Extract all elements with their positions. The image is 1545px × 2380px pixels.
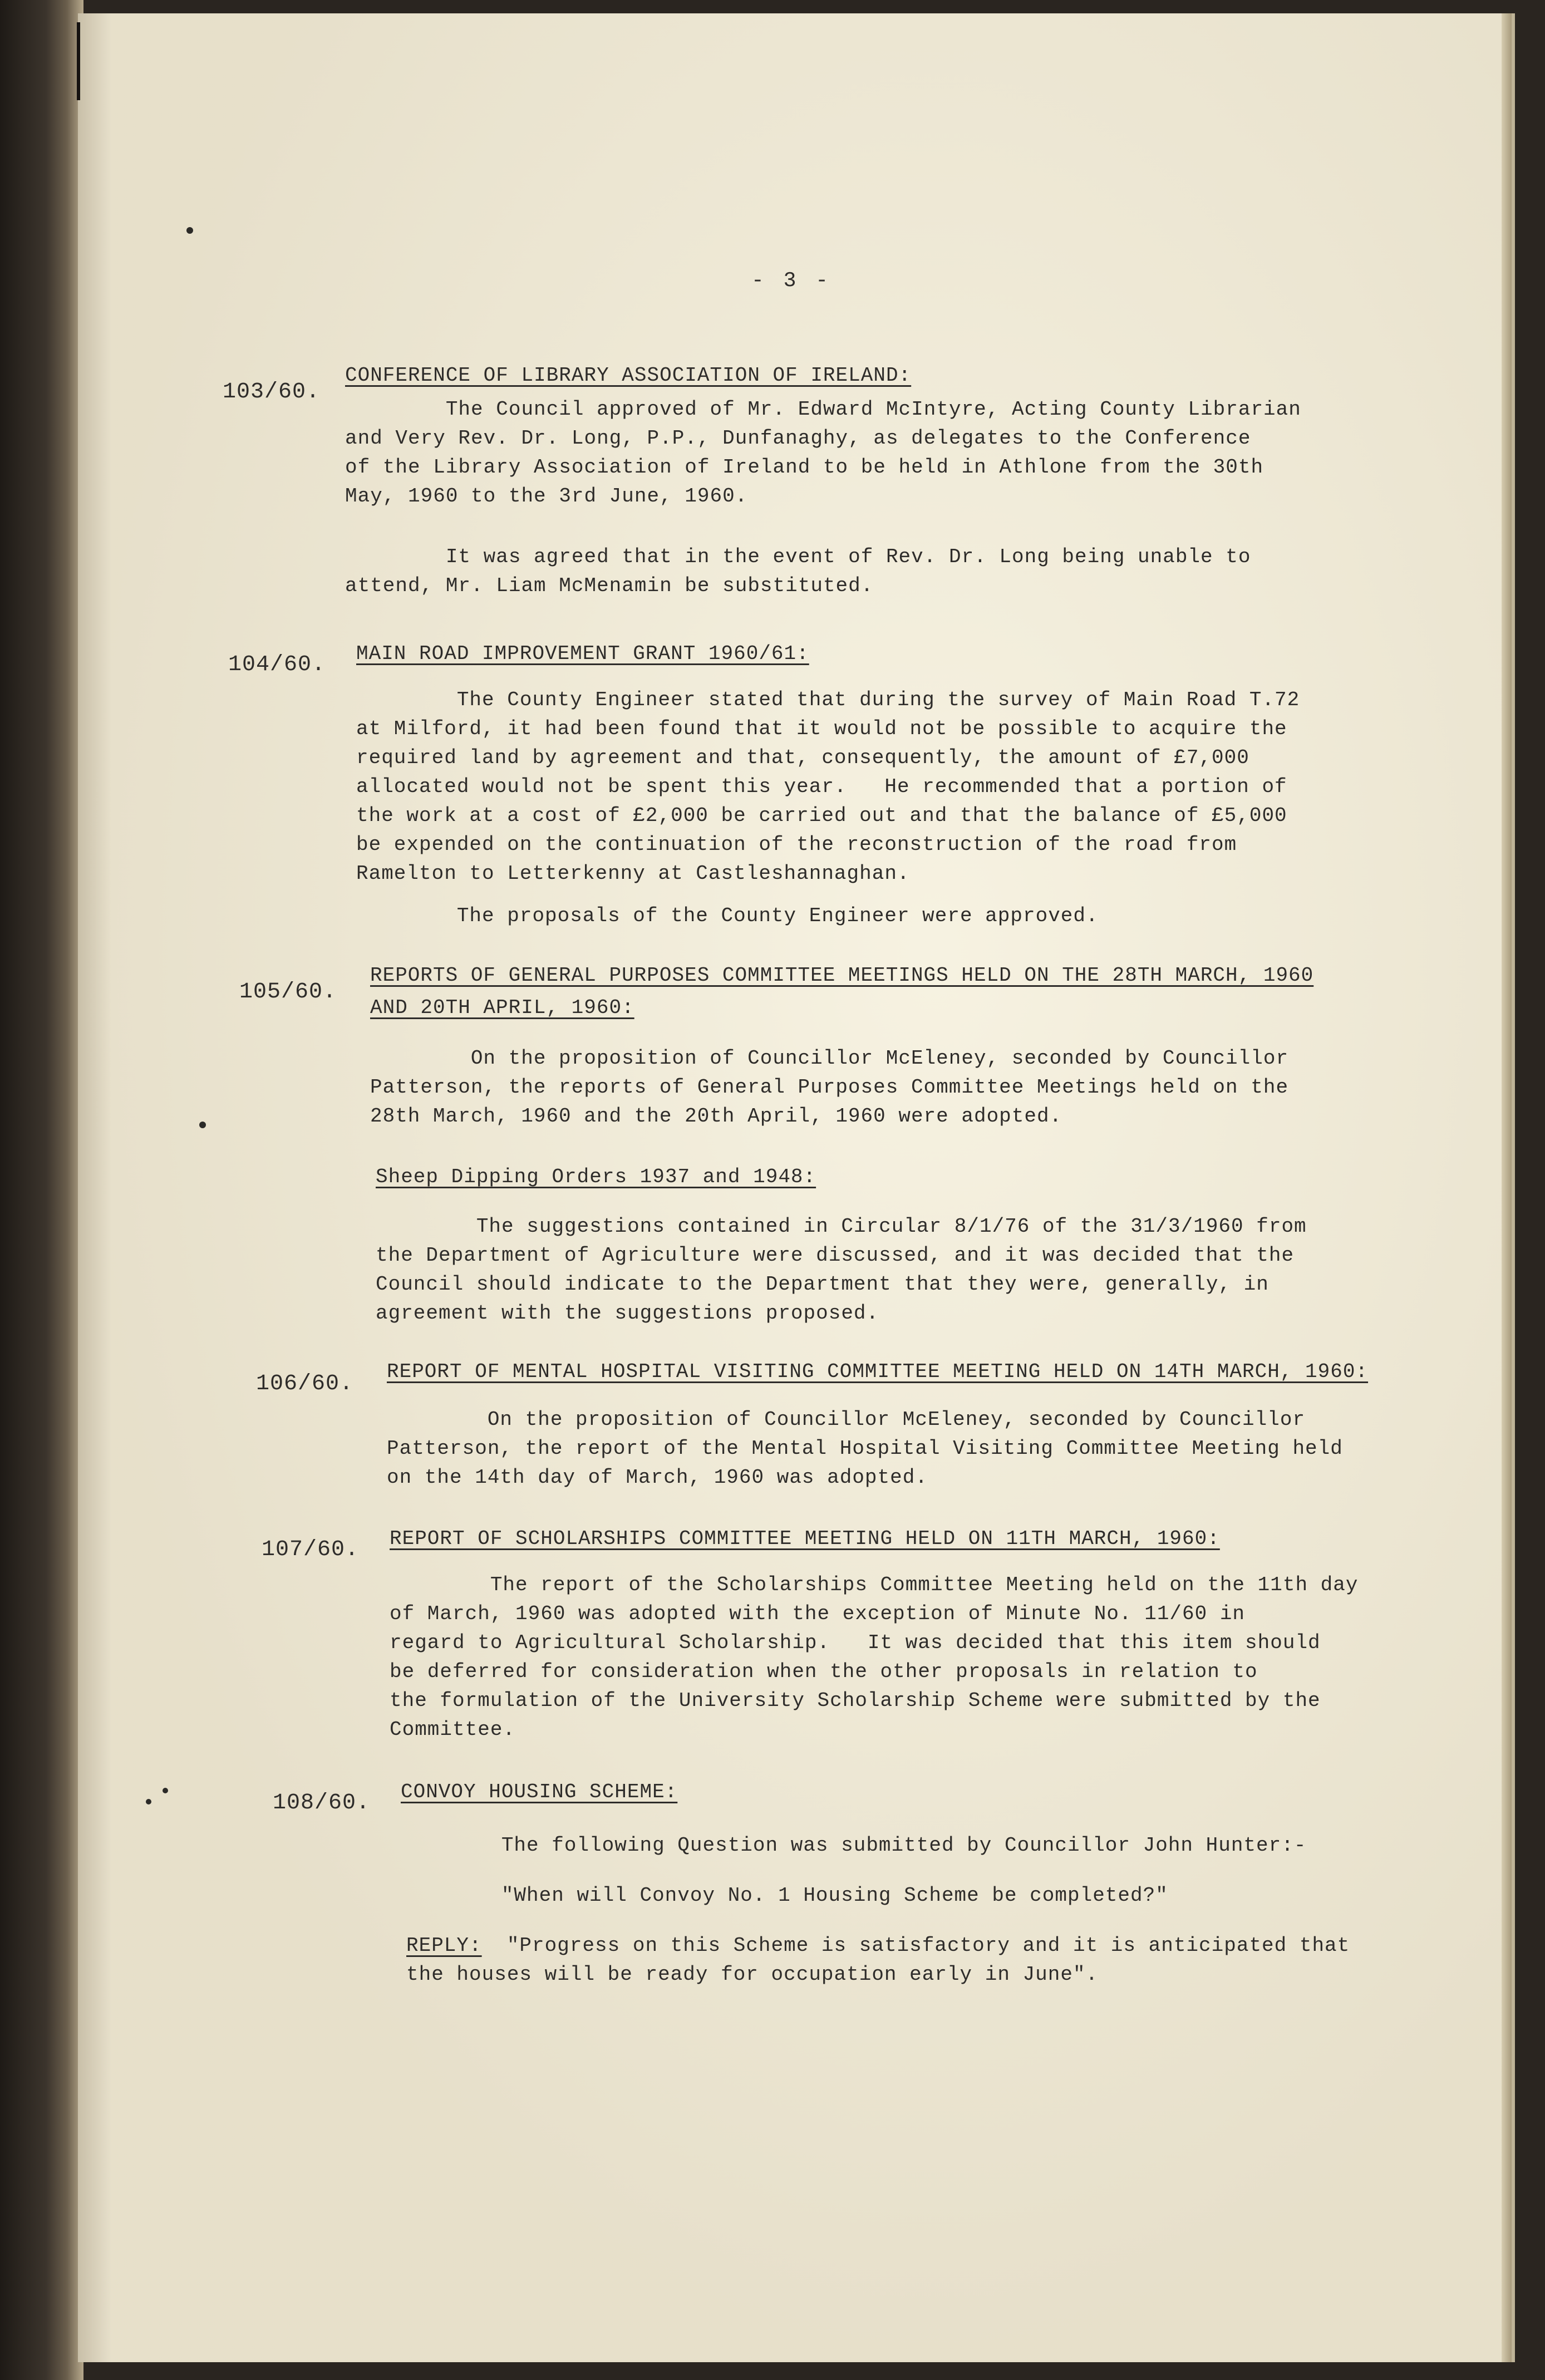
minute-number: 107/60. bbox=[262, 1537, 360, 1562]
minute-heading: REPORTS OF GENERAL PURPOSES COMMITTEE MEETINGS HELD ON THE 28TH MARCH, 1960 bbox=[370, 964, 1314, 987]
minute-number: 105/60. bbox=[239, 980, 337, 1005]
reply-label: REPLY: bbox=[406, 1934, 482, 1957]
minute-subheading: Sheep Dipping Orders 1937 and 1948: bbox=[376, 1166, 816, 1188]
minute-paragraph: The County Engineer stated that during the survey of Main Road T.72 at Milford, it had been found that it would not be possible to acquire the required land by agreement and that, consequently, the amount of £7,000 allocated would not be spent this year. He recommended that a portion of the work at a cost of £2,000 be carried out and that the balance of £5,000 be expended on the continuation of the reconstruction of the road from Ramelton to Letterkenny at Castleshannaghan. bbox=[356, 689, 1300, 885]
reply-text: "Progress on this Scheme is satisfactory and it is anticipated that the houses will be ready for occupation early in June". bbox=[406, 1934, 1350, 1986]
minute-number: 106/60. bbox=[256, 1371, 354, 1396]
minute-heading-continued: AND 20TH APRIL, 1960: bbox=[370, 996, 634, 1019]
page-number: - 3 - bbox=[751, 269, 832, 293]
minute-paragraph: The Council approved of Mr. Edward McIntyre, Acting County Librarian and Very Rev. Dr. Long, P.P., Dunfanaghy, as delegates to the Conference of the Library Association of Ireland to be held in Athlone from the 30th May, 1960 to the 3rd June, 1960. bbox=[345, 398, 1301, 508]
minute-paragraph: It was agreed that in the event of Rev. Dr. Long being unable to attend, Mr. Liam McMenamin be substituted. bbox=[345, 545, 1251, 597]
minute-heading: CONVOY HOUSING SCHEME: bbox=[401, 1781, 678, 1803]
minute-number: 104/60. bbox=[228, 652, 326, 677]
minute-paragraph: The suggestions contained in Circular 8/1/76 of the 31/3/1960 from the Department of Agriculture were discussed, and it was decided that the Council should indicate to the Department that they were, generally, in agreement with the suggestions proposed. bbox=[376, 1215, 1307, 1325]
minute-heading: CONFERENCE OF LIBRARY ASSOCIATION OF IRELAND: bbox=[345, 364, 912, 387]
minute-paragraph: "When will Convoy No. 1 Housing Scheme be completed?" bbox=[401, 1884, 1168, 1907]
minute-number: 103/60. bbox=[223, 380, 321, 405]
minute-heading: REPORT OF SCHOLARSHIPS COMMITTEE MEETING HELD ON 11TH MARCH, 1960: bbox=[390, 1527, 1220, 1550]
minute-paragraph: The following Question was submitted by Councillor John Hunter:- bbox=[401, 1834, 1307, 1857]
minute-paragraph: The report of the Scholarships Committee Meeting held on the 11th day of March, 1960 was adopted with the exception of Minute No. 11/60 in regard to Agricultural Scholarship. It was decided that this item should be deferred for consideration when the other proposals in relation to the formulation of the University Scholarship Scheme were submitted by the Committee. bbox=[390, 1573, 1359, 1741]
minute-number: 108/60. bbox=[273, 1791, 371, 1816]
minute-paragraph: On the proposition of Councillor McEleney, seconded by Councillor Patterson, the reports of General Purposes Committee Meetings held on the 28th March, 1960 and the 20th April, 1960 were adopted. bbox=[370, 1047, 1289, 1128]
reply-block bbox=[406, 1931, 1350, 1989]
minute-paragraph: On the proposition of Councillor McEleney, seconded by Councillor Patterson, the report of the Mental Hospital Visiting Committee Meeting held on the 14th day of March, 1960 was adopted. bbox=[387, 1408, 1343, 1489]
minute-heading: MAIN ROAD IMPROVEMENT GRANT 1960/61: bbox=[356, 642, 809, 665]
minute-paragraph: The proposals of the County Engineer were approved. bbox=[356, 904, 1099, 927]
minute-heading: REPORT OF MENTAL HOSPITAL VISITING COMMITTEE MEETING HELD ON 14TH MARCH, 1960: bbox=[387, 1360, 1369, 1383]
